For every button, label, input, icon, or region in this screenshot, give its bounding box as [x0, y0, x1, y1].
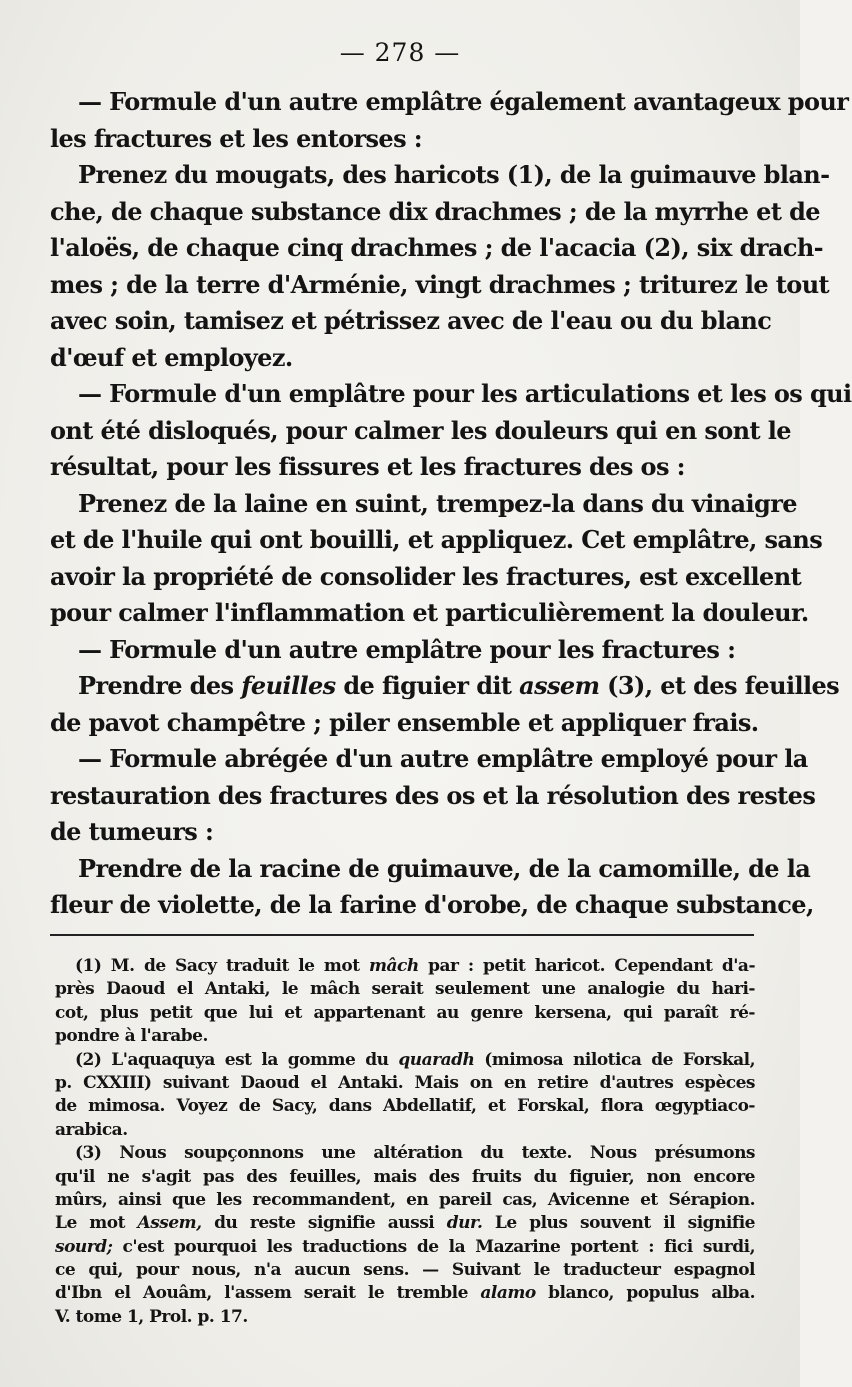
footnote-line: cot, plus petit que lui et appartenant au genre kersena, qui paraît ré- [55, 1002, 755, 1023]
footnote-line: de mimosa. Voyez de Sacy, dans Abdellatif, et Forskal, flora œgyptiaco- [55, 1096, 755, 1117]
text-line: mes ; de la terre d'Arménie, vingt drachmes ; triturez le tout [50, 269, 830, 299]
footnote-line: arabica. [55, 1119, 128, 1140]
footnote-line: qu'il ne s'agit pas des feuilles, mais des fruits du figuier, non encore [55, 1166, 755, 1187]
footnote-separator [50, 934, 754, 936]
footnote-line: p. CXXIII) suivant Daoud el Antaki. Mais on en retire d'autres espèces [55, 1072, 755, 1093]
text-line: Prendre des feuilles de figuier dit assem (3), et des feuilles [78, 671, 840, 700]
text-line: fleur de violette, de la farine d'orobe, de chaque substance, [50, 890, 814, 919]
text-line: Prenez du mougats, des haricots (1), de la guimauve blan- [78, 160, 830, 189]
footnote-line: V. tome 1, Prol. p. 17. [55, 1306, 248, 1327]
page-number: — 278 — [339, 38, 461, 67]
text-line: résultat, pour les fissures et les fractures des os : [50, 452, 685, 481]
footnote-line: d'Ibn el Aouâm, l'assem serait le tremble alamo blanco, populus alba. [55, 1283, 755, 1304]
footnote-line: (3) Nous soupçonnons une altération du texte. Nous présumons [75, 1143, 755, 1164]
text-line: et de l'huile qui ont bouilli, et appliquez. Cet emplâtre, sans [50, 525, 823, 554]
text-line: l'aloës, de chaque cinq drachmes ; de l'acacia (2), six drach- [50, 233, 824, 262]
text-line: avoir la propriété de consolider les fractures, est excellent [50, 561, 802, 591]
footnote-line: (2) L'aquaquya est la gomme du quaradh (mimosa nilotica de Forskal, [75, 1049, 756, 1070]
text-line: ont été disloqués, pour calmer les douleurs qui en sont le [50, 415, 791, 445]
text-line: de tumeurs : [50, 817, 214, 846]
footnotes [55, 955, 755, 1329]
footnote-line: mûrs, ainsi que les recommandent, en pareil cas, Avicenne et Sérapion. [55, 1189, 755, 1210]
text-line: — Formule d'un autre emplâtre pour les fractures : [78, 634, 736, 664]
text-line: les fractures et les entorses : [50, 123, 423, 153]
footnote-line: Le mot Assem, du reste signifie aussi dur. Le plus souvent il signifie [55, 1213, 755, 1234]
text-line: — Formule d'un autre emplâtre également avantageux pour [78, 87, 849, 116]
main-text [50, 84, 852, 924]
text-line: d'œuf et employez. [50, 342, 293, 372]
footnote-line: (1) M. de Sacy traduit le mot mâch par : petit haricot. Cependant d'a- [75, 956, 756, 976]
footnote-line: près Daoud el Antaki, le mâch serait seulement une analogie du hari- [55, 979, 755, 1000]
text-line: pour calmer l'inflammation et particulièrement la douleur. [50, 598, 809, 627]
footnote-line: ce qui, pour nous, n'a aucun sens. — Suivant le traducteur espagnol [55, 1260, 755, 1281]
text-line: che, de chaque substance dix drachmes ; de la myrrhe et de [50, 196, 820, 226]
text-line: — Formule abrégée d'un autre emplâtre employé pour la [78, 744, 808, 773]
text-line: avec soin, tamisez et pétrissez avec de l'eau ou du blanc [50, 306, 772, 335]
text-line: — Formule d'un emplâtre pour les articulations et les os qui [78, 379, 852, 408]
text-line: de pavot champêtre ; piler ensemble et appliquer frais. [50, 707, 759, 737]
text-line: Prenez de la laine en suint, trempez-la dans du vinaigre [78, 488, 797, 518]
footnote-line: sourd; c'est pourquoi les traductions de la Mazarine portent : fici surdi, [55, 1236, 755, 1257]
text-line: restauration des fractures des os et la résolution des restes [50, 780, 816, 810]
text-line: Prendre de la racine de guimauve, de la camomille, de la [78, 853, 811, 883]
footnote-line: pondre à l'arabe. [55, 1026, 208, 1047]
